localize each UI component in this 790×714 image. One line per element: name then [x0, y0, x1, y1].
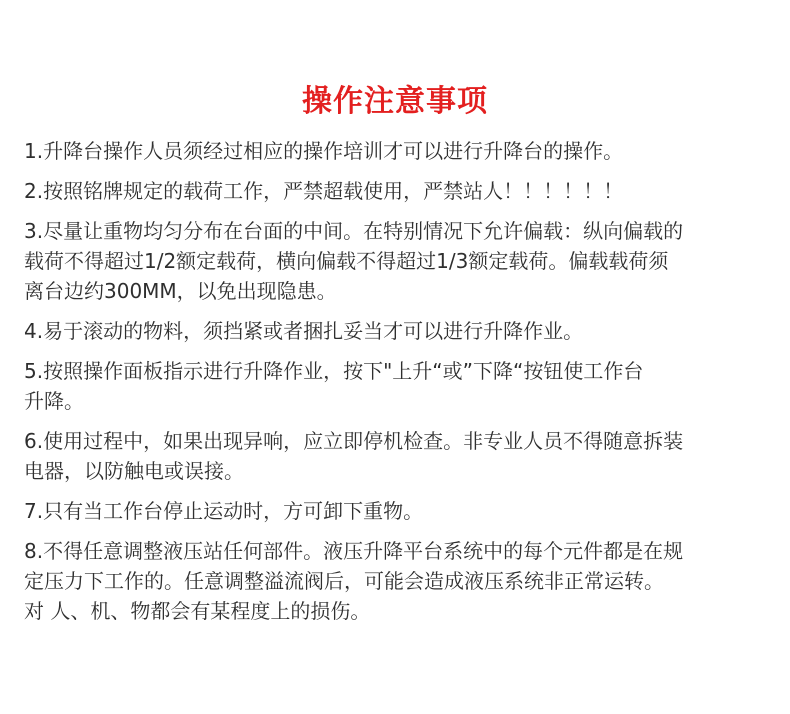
instruction-line: 4.易于滚动的物料，须挡紧或者捆扎妥当才可以进行升降作业。 — [24, 319, 584, 343]
instruction-line: 1.升降台操作人员须经过相应的操作培训才可以进行升降台的操作。 — [24, 139, 624, 163]
instruction-list — [24, 136, 772, 636]
instruction-item — [24, 426, 772, 486]
instruction-line: 对 人、机、物都会有某程度上的损伤。 — [24, 599, 371, 623]
instruction-item — [24, 536, 772, 626]
page-title: 操作注意事项 — [302, 84, 488, 120]
instruction-line: 载荷不得超过1/2额定载荷，横向偏载不得超过1/3额定载荷。偏载载荷须 — [24, 249, 669, 273]
instruction-line: 电器，以防触电或误接。 — [24, 459, 244, 483]
instruction-line: 离台边约300MM，以免出现隐患。 — [24, 279, 337, 303]
instruction-item — [24, 176, 772, 206]
instruction-line: 5.按照操作面板指示进行升降作业，按下"上升“或”下降“按钮使工作台 — [24, 359, 644, 383]
instruction-line: 3.尽量让重物均匀分布在台面的中间。在特别情况下允许偏载：纵向偏载的 — [24, 219, 684, 243]
instruction-line: 6.使用过程中，如果出现异响，应立即停机检查。非专业人员不得随意拆装 — [24, 429, 684, 453]
instruction-line: 8.不得任意调整液压站任何部件。液压升降平台系统中的每个元件都是在规 — [24, 539, 684, 563]
instruction-line: 2.按照铭牌规定的载荷工作，严禁超载使用，严禁站人！！！！！！ — [24, 179, 624, 203]
instruction-line: 定压力下工作的。任意调整溢流阀后，可能会造成液压系统非正常运转。 — [24, 569, 664, 593]
instruction-item — [24, 316, 772, 346]
instruction-item — [24, 136, 772, 166]
instruction-item — [24, 496, 772, 526]
instruction-item — [24, 356, 772, 416]
instruction-line: 7.只有当工作台停止运动时，方可卸下重物。 — [24, 499, 424, 523]
instruction-item — [24, 216, 772, 306]
instruction-line: 升降。 — [24, 389, 84, 413]
